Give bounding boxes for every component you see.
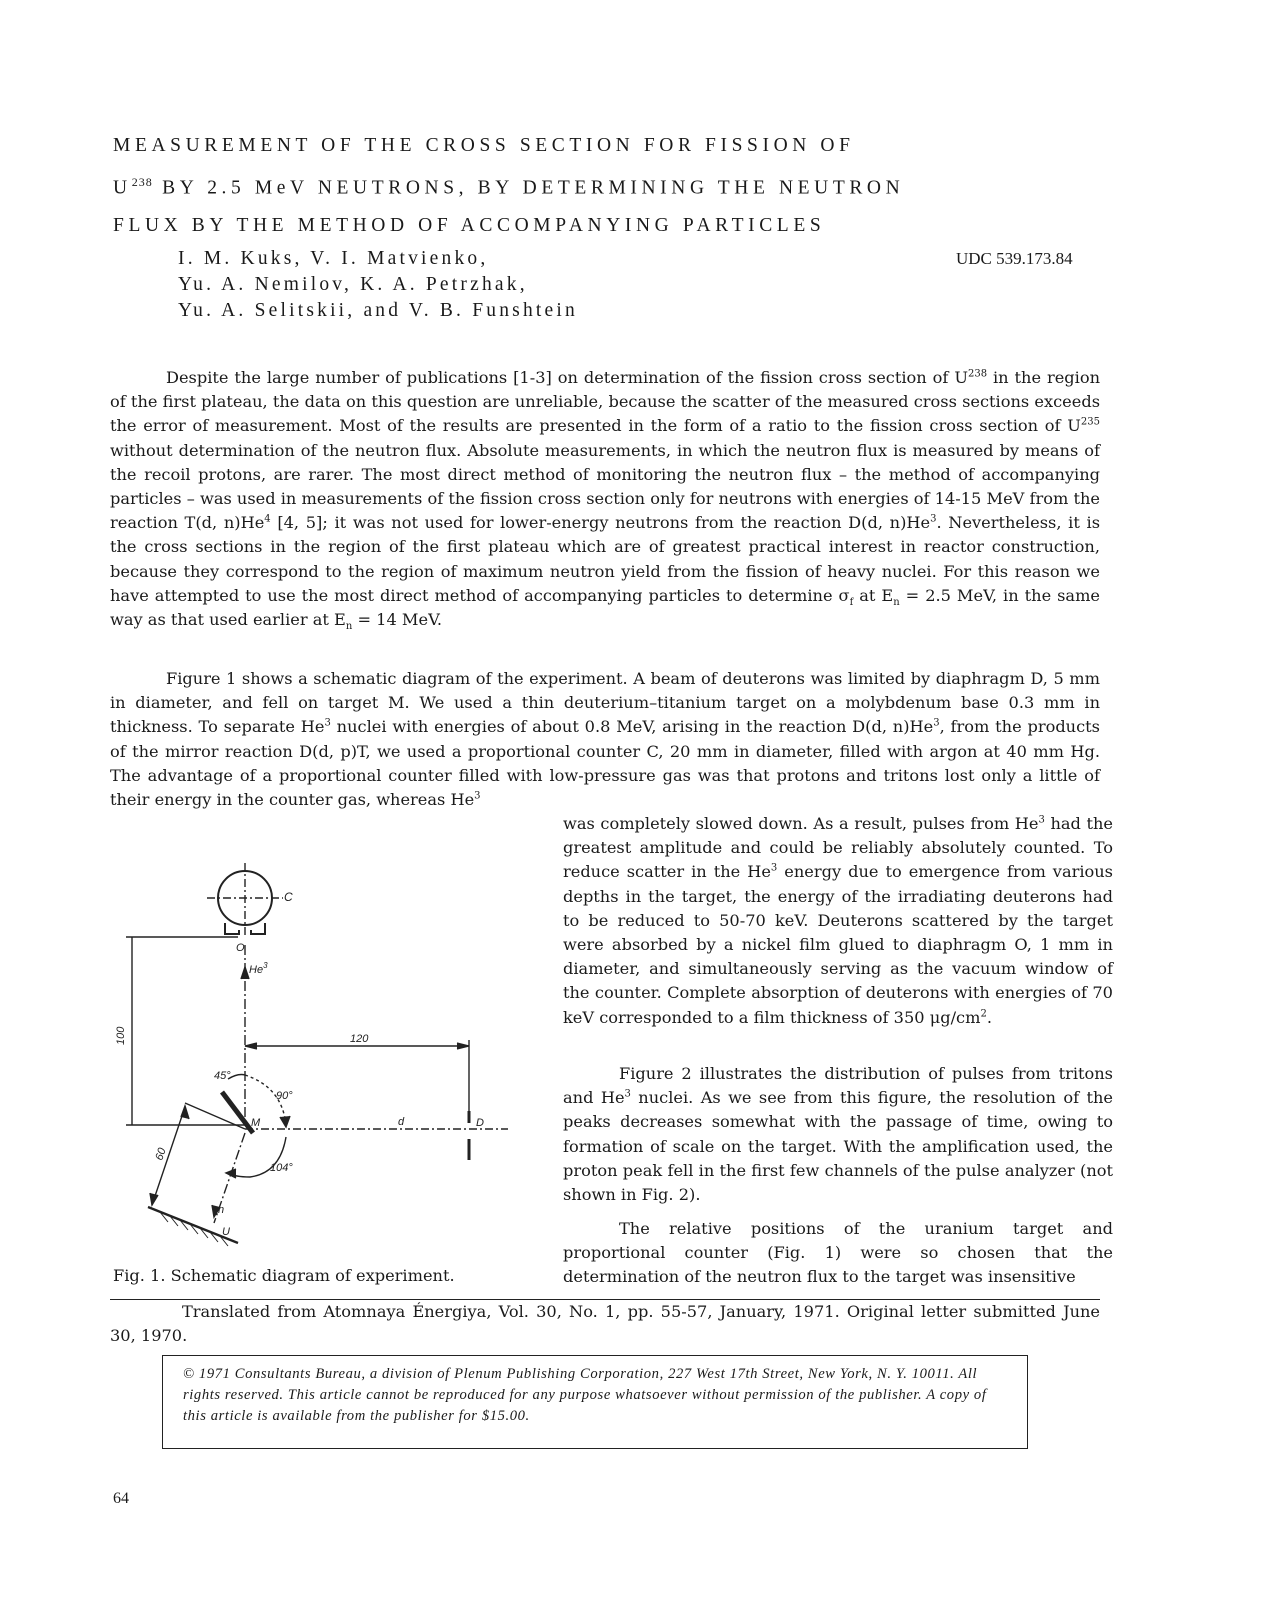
label-o: O — [236, 942, 245, 954]
label-90: 90° — [276, 1090, 293, 1102]
paragraph-1 — [110, 366, 1100, 632]
p2-cont-sup-3: 2 — [980, 1008, 987, 1020]
label-104: 104° — [270, 1162, 293, 1174]
p3-text-2: nuclei. As we see from this figure, the resolution of the peaks decreases somewhat with the passage of time, owing to formation of scale on the target. With the amplification used, the proton peak fell in the first few channels of the pulse analyzer (not shown in Fig. 2). — [563, 1088, 1113, 1205]
p1-sup-2: 235 — [1080, 417, 1100, 429]
label-120: 120 — [350, 1033, 369, 1045]
label-d-small: d — [398, 1116, 405, 1128]
paragraph-2-continued — [563, 812, 1113, 1030]
p1-text-1: Despite the large number of publications [1-3] on determination of the fission cross section of U — [166, 368, 968, 387]
p1-text-7: = 2.5 MeV, in the same way as that used earlier at E — [110, 585, 1101, 630]
paragraph-4: The relative positions of the uranium target and proportional counter (Fig. 1) were so chosen that the determination of the neutron flux to the target was insensitive — [563, 1219, 1113, 1287]
he3-arrow — [241, 967, 249, 979]
p1-text-2: in the region of the first plateau, the data on this question are unreliable, because the scatter of the measured cross sections exceeds the error of measurement. Most of the results are presented in the form of a ratio to the fission cross section of U — [110, 368, 1101, 436]
authors-line-1: I. M. Kuks, V. I. Matvienko, — [178, 248, 489, 269]
p2-text-3: , from the products of the mirror reaction D(d, p)T, we used a proportional counter C, 20 mm in diameter, filled with argon at 40 mm Hg. The advantage of a proportional counter filled with low-pressure gas was that protons and tritons lost only a little of their energy in the counter gas, whereas He — [110, 717, 1100, 810]
p1-sub-3: n — [345, 621, 353, 633]
p1-sup-1: 238 — [967, 368, 988, 380]
title-line-2: BY 2.5 MeV NEUTRONS, BY DETERMINING THE NEUTRON — [152, 177, 905, 199]
p2-sup-3: 3 — [474, 790, 481, 802]
figure-1-schematic — [110, 855, 530, 1265]
p3-sup-1: 3 — [624, 1088, 631, 1100]
title-superscript-238: 238 — [131, 175, 153, 189]
dim-120-arrow-right — [457, 1043, 469, 1049]
label-n: n — [218, 1204, 225, 1216]
figure-1-caption: Fig. 1. Schematic diagram of experiment. — [113, 1266, 455, 1285]
p2-sup-2: 3 — [933, 718, 940, 730]
dim-60-arrow-bottom — [150, 1193, 158, 1205]
author-list — [178, 246, 778, 324]
translation-note: Translated from Atomnaya Énergiya, Vol. 30, No. 1, pp. 55-57, January, 1971. Original letter submitted June 30, 1970. — [110, 1302, 1100, 1346]
p2-sup-1: 3 — [324, 718, 331, 730]
label-45: 45° — [214, 1070, 231, 1082]
label-60: 60 — [153, 1146, 169, 1162]
copyright-box: © 1971 Consultants Bureau, a division of Plenum Publishing Corporation, 227 West 17th Street, New York, N. Y. 10011. All rights reserved. This article cannot be reproduced for any purpose whatsoever without permission of the publisher. A copy of this article is available from the publisher for $15.00. — [162, 1355, 1028, 1449]
title-line-1: MEASUREMENT OF THE CROSS SECTION FOR FISSION OF — [113, 135, 855, 156]
article-title — [113, 127, 1013, 244]
p1-text-4: [4, 5]; it was not used for lower-energy neutrons from the reaction D(d, n)He — [270, 513, 931, 533]
p1-sub-2: n — [893, 597, 900, 609]
label-he: He$^3$ — [249, 961, 268, 976]
p2-cont-text-1: was completely slowed down. As a result, pulses from He — [563, 814, 1039, 833]
p2-cont-text-3: energy due to emergence from various depths in the target, the energy of the irradiating deuterons had to be reduced to 50-70 keV. Deuterons scattered by the target were absorbed by a nickel film glued to diaphragm O, 1 mm in diameter, and simultaneously serving as the vacuum window of the counter. Complete absorption of deuterons with energies of 70 keV corresponded to a film thickness of 350 μg/cm — [563, 862, 1113, 1027]
page-number: 64 — [113, 1490, 129, 1507]
label-c: C — [284, 890, 293, 904]
paragraph-3 — [563, 1062, 1113, 1207]
p1-text-6: at E — [853, 585, 894, 605]
p1-sub-1: f — [849, 597, 854, 609]
label-d-big: D — [476, 1117, 484, 1129]
p2-text-2: nuclei with energies of about 0.8 MeV, arising in the reaction D(d, n)He — [330, 717, 934, 737]
dim-120-arrow-left — [245, 1043, 257, 1049]
authors-line-3: Yu. A. Selitskii, and V. B. Funshtein — [178, 300, 578, 321]
title-line-2-u: U — [113, 177, 132, 199]
p1-sup-4: 3 — [930, 513, 937, 525]
p3-text-1: Figure 2 illustrates the distribution of pulses from tritons and He — [563, 1064, 1113, 1108]
p2-cont-text-4: . — [986, 1007, 992, 1027]
angle-90-arrow — [280, 1116, 290, 1127]
label-u: U — [222, 1226, 230, 1238]
dim-60-arrow-top — [181, 1106, 189, 1119]
p1-sup-3: 4 — [264, 513, 271, 525]
p2-cont-sup-1: 3 — [1038, 814, 1045, 826]
p2-cont-text-2: had the greatest amplitude and could be reliably absolutely counted. To reduce scatter in the He — [563, 814, 1113, 882]
paragraph-2 — [110, 667, 1100, 812]
target-m — [222, 1092, 253, 1133]
label-m: M — [251, 1117, 261, 1129]
p1-text-5: . Nevertheless, it is the cross sections in the region of the first plateau which are of greatest practical interest in reactor construction, because they correspond to the region of maximum neutron yield from the fission of heavy nuclei. For this reason we have attempted to use the most direct method of accompanying particles to determine σ — [110, 513, 1101, 605]
p1-text-3: without determination of the neutron flux. Absolute measurements, in which the neutron flux is measured by means of the recoil protons, are rarer. The most direct method of monitoring the neutron flux – the method of accompanying particles – was used in measurements of the fission cross section only for neutrons with energies of 14-15 MeV from the reaction T(d, n)He — [110, 440, 1100, 533]
label-100: 100 — [115, 1026, 127, 1045]
authors-line-2: Yu. A. Nemilov, K. A. Petrzhak, — [178, 274, 528, 295]
p2-cont-sup-2: 3 — [770, 863, 778, 875]
udc-code: UDC 539.173.84 — [956, 249, 1073, 268]
p2-text-1: Figure 1 shows a schematic diagram of the experiment. A beam of deuterons was limited by diaphragm D, 5 mm in diameter, and fell on target M. We used a thin deuterium–titanium target on a molybdenum base 0.3 mm in thickness. To separate He — [110, 669, 1100, 737]
p1-text-8: = 14 MeV. — [352, 610, 443, 630]
title-line-3: FLUX BY THE METHOD OF ACCOMPANYING PARTICLES — [113, 214, 826, 236]
